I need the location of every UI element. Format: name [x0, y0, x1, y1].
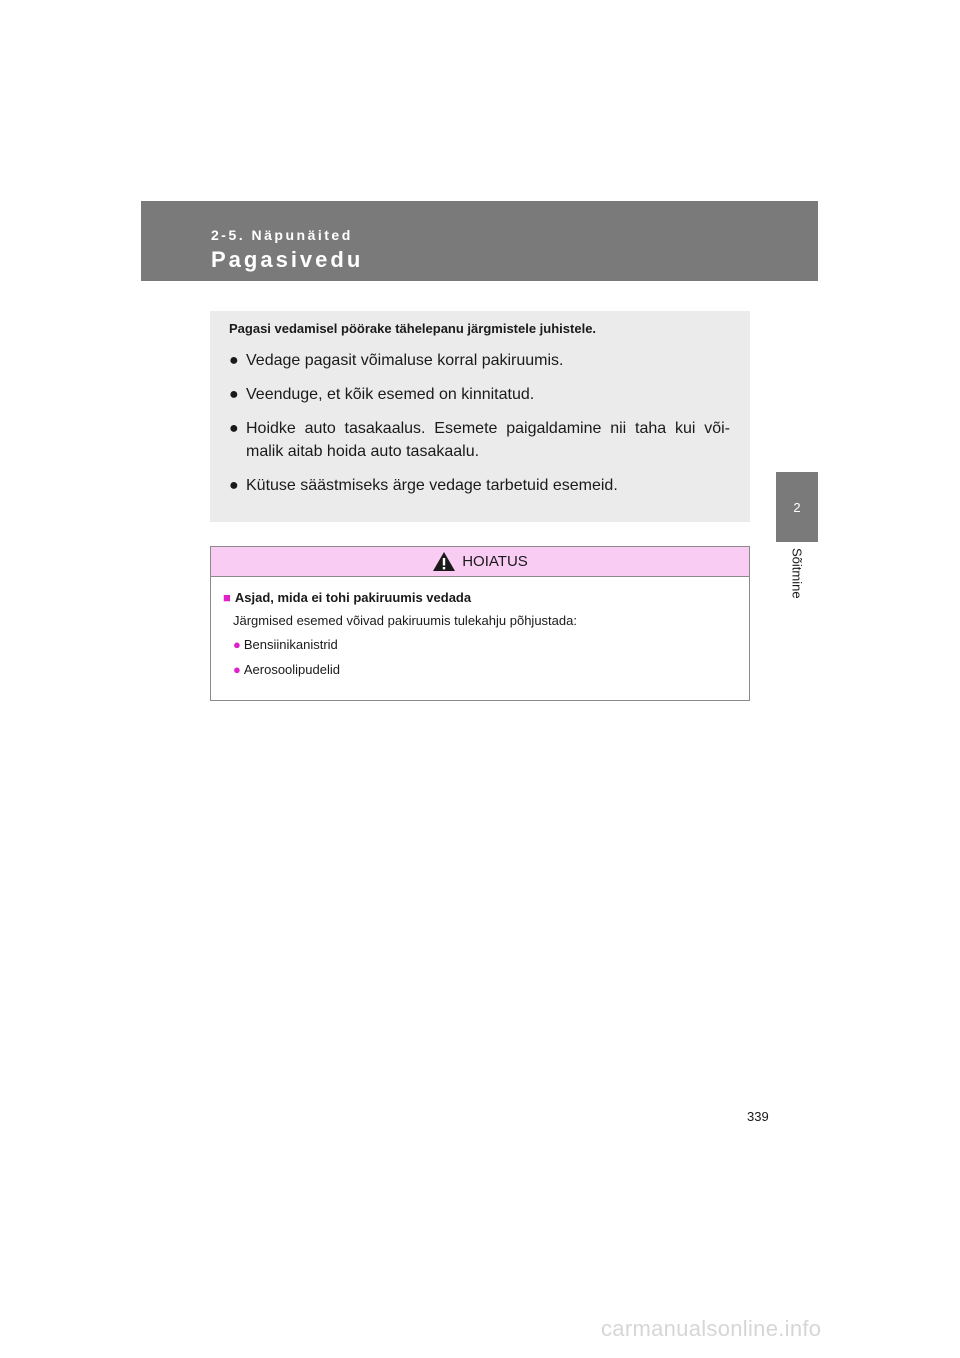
chapter-tab[interactable]: [776, 472, 818, 542]
bullet-icon: ●: [229, 352, 239, 369]
page-number: 339: [747, 1109, 769, 1124]
watermark: carmanualsonline.info: [601, 1316, 822, 1341]
list-item-text: Hoidke auto tasakaalus. Esemete paigaldamine nii taha kui või-malik aitab hoida auto tasakaalu.: [246, 420, 730, 460]
warning-text: Järgmised esemed võivad pakiruumis tulekahju põhjustada:: [233, 613, 577, 628]
chapter-tab-label: Sõitmine: [789, 548, 805, 599]
list-item-text: Kütuse säästmiseks ärge vedage tarbetuid esemeid.: [246, 477, 618, 494]
list-item-text: Bensiinikanistrid: [243, 637, 338, 652]
warning-subhead-text: Asjad, mida ei tohi pakiruumis vedada: [234, 590, 472, 605]
warning-list: [223, 637, 737, 677]
bullet-icon: ●: [229, 386, 239, 403]
bullet-icon: ●: [233, 637, 241, 652]
warning-body: [211, 577, 749, 677]
list-item: [233, 637, 737, 652]
warning-title: HOIATUS: [462, 553, 528, 570]
list-item: [229, 383, 730, 406]
info-list: [229, 349, 730, 497]
warning-subhead: [223, 590, 737, 605]
list-item-text: Vedage pagasit võimaluse korral pakiruumis.: [246, 352, 564, 369]
info-intro: Pagasi vedamisel pöörake tähelepanu järgmistele juhistele.: [229, 321, 597, 336]
list-item-text: Aerosoolipudelid: [243, 662, 340, 677]
list-item: [229, 349, 730, 372]
bullet-icon: ●: [229, 477, 239, 494]
info-box: [210, 311, 750, 522]
warning-box: [210, 546, 750, 701]
warning-triangle-icon: [432, 551, 456, 572]
warning-header: [211, 547, 749, 577]
page-title: Pagasivedu: [211, 247, 364, 272]
list-item: [233, 662, 737, 677]
section-header-band: [141, 201, 818, 281]
chapter-tab-number: 2: [793, 499, 801, 515]
list-item: [229, 417, 730, 463]
list-item: [229, 474, 730, 497]
section-number: 2-5. Näpunäited: [211, 227, 353, 243]
square-bullet-icon: ■: [223, 590, 231, 605]
bullet-icon: ●: [229, 420, 239, 437]
bullet-icon: ●: [233, 662, 241, 677]
list-item-text: Veenduge, et kõik esemed on kinnitatud.: [246, 386, 535, 403]
